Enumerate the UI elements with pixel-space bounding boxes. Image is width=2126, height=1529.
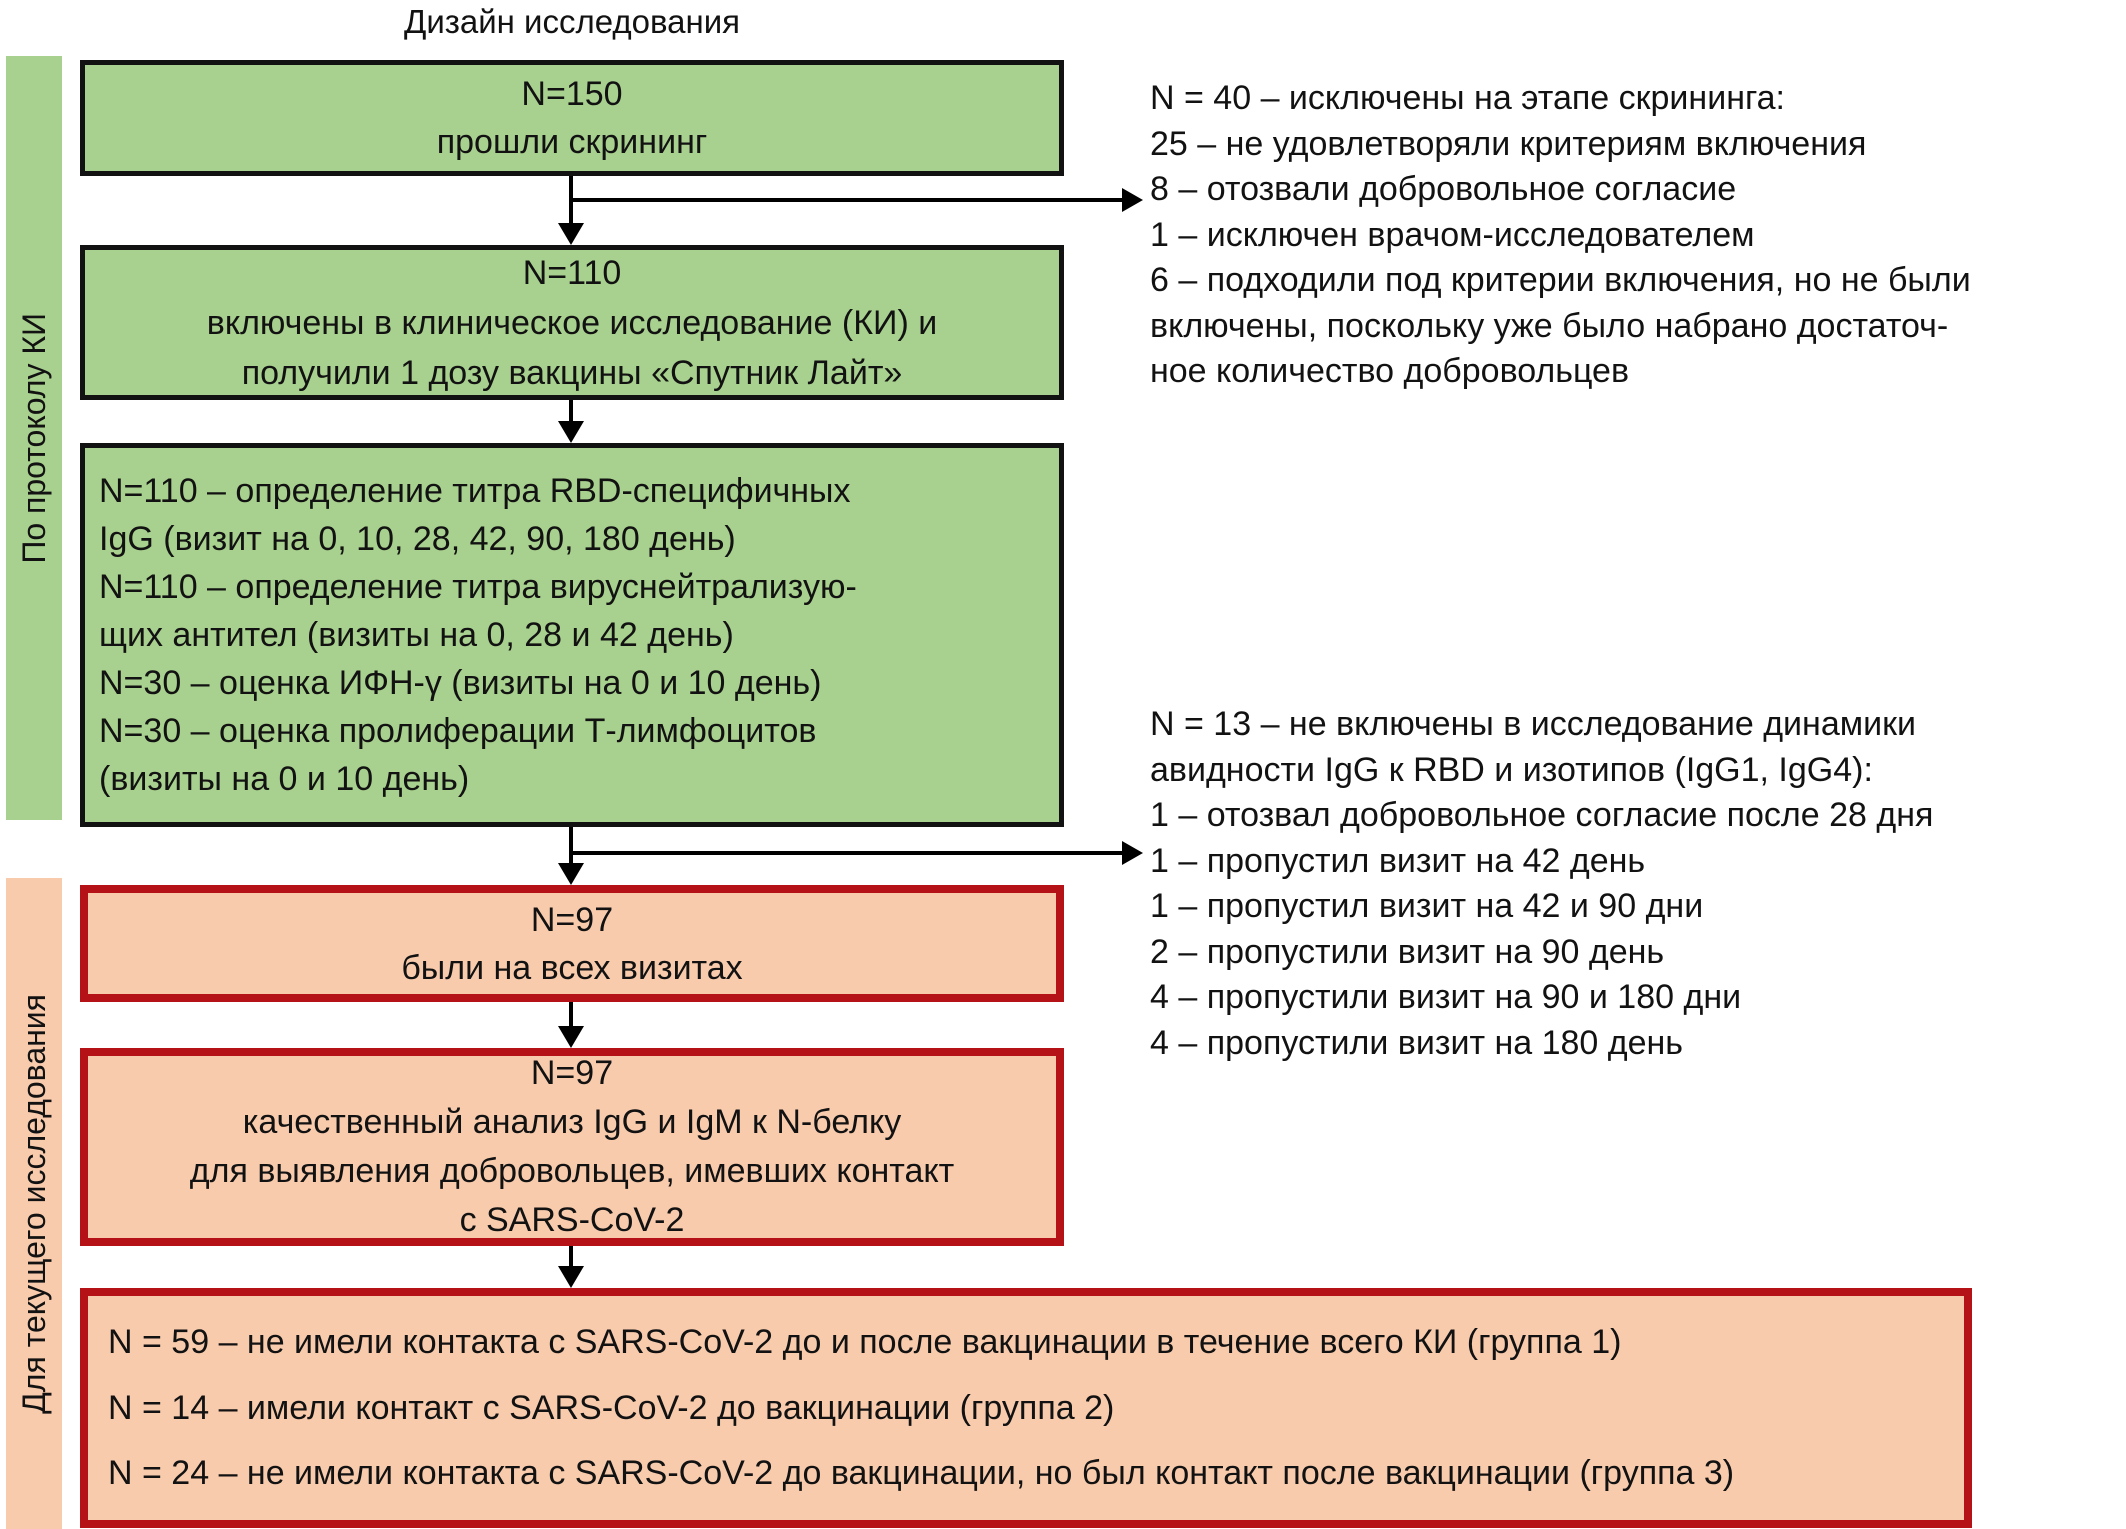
annotation-line: ное количество добровольцев bbox=[1150, 352, 1630, 390]
flow-box-n-protein-analysis bbox=[80, 1048, 1064, 1246]
arrow-right-avidity-line bbox=[571, 851, 1122, 855]
box-line: N=97 bbox=[530, 900, 614, 939]
box-line: получили 1 дозу вакцины «Спутник Лайт» bbox=[241, 353, 903, 392]
arrow-down-4-head bbox=[558, 1026, 584, 1048]
box-line: были на всех визитах bbox=[401, 948, 743, 987]
flow-box-included-vaccinated bbox=[80, 245, 1064, 400]
sidebar-current-study-label: Для текущего исследования bbox=[15, 993, 52, 1414]
sidebar-protocol-band bbox=[6, 56, 62, 820]
box-line: N=30 – оценка пролиферации Т-лимфоцитов bbox=[99, 712, 817, 750]
arrow-right-avidity-head bbox=[1122, 841, 1143, 865]
flow-box-all-visits bbox=[80, 885, 1064, 1002]
annotation-line: 2 – пропустили визит на 90 день bbox=[1150, 932, 1665, 971]
arrow-down-5-head bbox=[558, 1266, 584, 1288]
annotation-avidity-exclusions bbox=[1150, 702, 2126, 1066]
annotation-line: авидности IgG к RBD и изотипов (IgG1, IgG4): bbox=[1150, 750, 1873, 789]
box-line: N=110 – определение титра вируснейтрализую- bbox=[99, 568, 857, 606]
arrow-down-3-head bbox=[558, 863, 584, 885]
flow-box-groups bbox=[80, 1288, 1972, 1528]
box-line: N = 59 – не имели контакта с SARS-CoV-2 до и после вакцинации в течение всего КИ (группа 1) bbox=[108, 1322, 1622, 1361]
annotation-line: N = 40 – исключены на этапе скрининга: bbox=[1150, 79, 1785, 117]
box-line: для выявления добровольцев, имевших контакт bbox=[189, 1152, 955, 1190]
annotation-line: 1 – пропустил визит на 42 день bbox=[1150, 841, 1646, 880]
annotation-line: 6 – подходили под критерии включения, но не были bbox=[1150, 261, 1971, 299]
box-line: прошли скрининг bbox=[436, 123, 708, 161]
annotation-line: 4 – пропустили визит на 180 день bbox=[1150, 1023, 1684, 1062]
arrow-right-screening-line bbox=[571, 198, 1122, 202]
annotation-line: 8 – отозвали добровольное согласие bbox=[1150, 170, 1737, 208]
box-line: IgG (визит на 0, 10, 28, 42, 90, 180 день) bbox=[99, 520, 736, 558]
box-line: N=97 bbox=[530, 1054, 614, 1092]
box-line: N=30 – оценка ИФН-γ (визиты на 0 и 10 день) bbox=[99, 664, 822, 702]
annotation-line: 1 – пропустил визит на 42 и 90 дни bbox=[1150, 887, 1704, 925]
box-line: N=110 bbox=[522, 253, 622, 292]
page-title: Дизайн исследования bbox=[403, 3, 741, 40]
annotation-line: 25 – не удовлетворяли критериям включения bbox=[1150, 124, 1867, 163]
box-line: включены в клиническое исследование (КИ) и bbox=[206, 303, 938, 342]
arrow-down-5-line bbox=[569, 1246, 573, 1268]
box-line: щих антител (визиты на 0, 28 и 42 день) bbox=[99, 616, 734, 654]
flow-box-assays bbox=[80, 443, 1064, 827]
box-line: с SARS-CoV-2 bbox=[459, 1201, 685, 1239]
annotation-line: N = 13 – не включены в исследование динамики bbox=[1150, 705, 1916, 743]
arrow-down-3-line bbox=[569, 827, 573, 865]
annotation-line: 1 – исключен врачом-исследователем bbox=[1150, 215, 1755, 254]
arrow-down-2-line bbox=[569, 400, 573, 423]
box-line: N=150 bbox=[521, 75, 623, 113]
box-line: N=110 – определение титра RBD-специфичных bbox=[99, 472, 851, 510]
arrow-down-1-head bbox=[558, 223, 584, 245]
box-line: N = 14 – имели контакт с SARS-CoV-2 до вакцинации (группа 2) bbox=[108, 1388, 1115, 1427]
annotation-line: 4 – пропустили визит на 90 и 180 дни bbox=[1150, 978, 1742, 1016]
sidebar-current-study-band bbox=[6, 878, 62, 1529]
annotation-line: включены, поскольку уже было набрано достаточ- bbox=[1150, 306, 1949, 345]
arrow-down-2-head bbox=[558, 421, 584, 443]
arrow-right-screening-head bbox=[1122, 188, 1143, 212]
sidebar-protocol-label: По протоколу КИ bbox=[15, 312, 52, 564]
arrow-down-4-line bbox=[569, 1002, 573, 1028]
annotation-line: 1 – отозвал добровольное согласие после 28 дня bbox=[1150, 796, 1934, 834]
box-line: (визиты на 0 и 10 день) bbox=[99, 760, 470, 798]
flow-box-screened bbox=[80, 60, 1064, 176]
box-line: N = 24 – не имели контакта с SARS-CoV-2 до вакцинации, но был контакт после вакцинации (группа 3) bbox=[108, 1454, 1735, 1493]
annotation-screening-exclusions bbox=[1150, 76, 2126, 395]
box-line: качественный анализ IgG и IgM к N-белку bbox=[242, 1103, 902, 1141]
